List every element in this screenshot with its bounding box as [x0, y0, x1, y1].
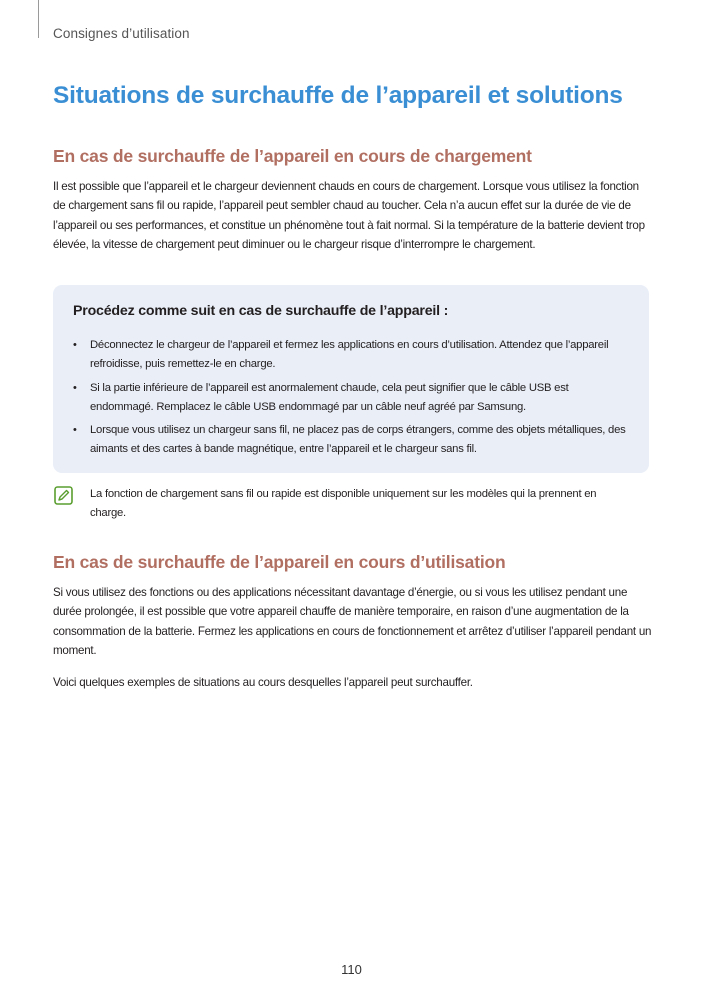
note-pencil-icon	[54, 486, 73, 505]
section-heading-charging: En cas de surchauffe de l’appareil en cours de chargement	[53, 146, 532, 166]
callout-bullet-list	[73, 336, 633, 464]
list-item	[73, 421, 633, 460]
list-item-text: Déconnectez le chargeur de l’appareil et fermez les applications en cours d’utilisation. Attendez que l’appareil refroidisse, puis remettez-le en charge.	[90, 339, 609, 371]
page-number: 110	[341, 962, 362, 977]
section-heading-usage: En cas de surchauffe de l’appareil en cours d’utilisation	[53, 552, 506, 572]
list-item	[73, 336, 633, 375]
list-item	[73, 379, 633, 418]
page-title: Situations de surchauffe de l’appareil et solutions	[53, 82, 623, 109]
overheat-callout-box	[53, 285, 649, 473]
callout-title: Procédez comme suit en cas de surchauffe de l’appareil :	[73, 303, 449, 319]
breadcrumb: Consignes d’utilisation	[53, 26, 190, 41]
bullet-icon: •	[73, 339, 77, 351]
list-item-text: Lorsque vous utilisez un chargeur sans fil, ne placez pas de corps étrangers, comme des objets métalliques, des aimants et des cartes à bande magnétique, entre l’appareil et le chargeur sans fil.	[90, 424, 626, 456]
examples-intro-paragraph: Voici quelques exemples de situations au cours desquelles l’appareil peut surchauffer.	[53, 676, 473, 689]
header-side-rule	[38, 0, 39, 38]
charging-paragraph: Il est possible que l’appareil et le chargeur deviennent chauds en cours de chargement. Lorsque vous utilisez la fonction de chargement sans fil ou rapide, l’appareil peut sembler chaud au toucher. Cela n’a aucun effet sur la durée de vie de l’appareil ou ses performances, et constitue un phénomène tout à fait normal. Si la température de la batterie devient trop élevée, la vitesse de chargement peut diminuer ou le chargeur risque d’interrompre le chargement.	[53, 180, 645, 251]
list-item-text: Si la partie inférieure de l’appareil est anormalement chaude, cela peut signifier que le câble USB est endommagé. Remplacez le câble USB endommagé par un câble neuf agréé par Samsung.	[90, 381, 569, 413]
bullet-icon: •	[73, 381, 77, 394]
note-text: La fonction de chargement sans fil ou rapide est disponible uniquement sur les modèles qui la prennent en charge.	[90, 488, 597, 520]
usage-paragraph: Si vous utilisez des fonctions ou des applications nécessitant davantage d’énergie, ou si vous les utilisez pendant une durée prolongée, il est possible que votre appareil chauffe de manière temporaire, en raison d’une augmentation de la consommation de la batterie. Fermez les applications en cours de fonctionnement et arrêtez d’utiliser l’appareil pendant un moment.	[53, 586, 652, 657]
bullet-icon: •	[73, 424, 77, 437]
